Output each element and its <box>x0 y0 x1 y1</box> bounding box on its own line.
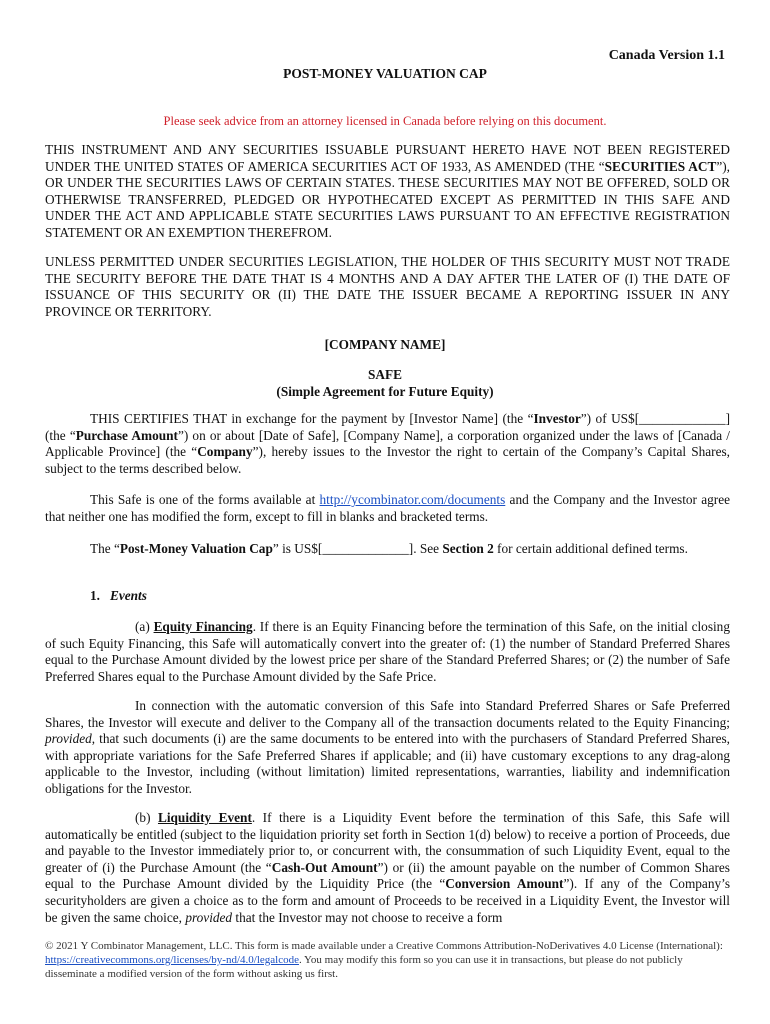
document-title: POST-MONEY VALUATION CAP <box>283 66 487 81</box>
advice-notice: Please seek advice from an attorney licensed in Canada before relying on this document. <box>163 114 607 128</box>
paragraph-text: . If there is an Equity Financing before the termination of this Safe, on the initial closing of such Equity Financing, this Safe will automatically convert into the greater of: (1) the number of Standard Preferred Shares equal to the Purchase Amount divided by the lowest price per share of the Standard Preferred Shares; or (2) the number of Safe Preferred Shares equal to the Purchase Amount divided by the Safe Price. <box>45 619 730 684</box>
copyright-footer <box>45 939 730 981</box>
safe-heading <box>0 366 770 400</box>
section-reference: Section 2 <box>442 541 494 556</box>
defined-term-cash-out: Cash-Out Amount <box>271 859 378 875</box>
italic-term: provided <box>45 731 92 747</box>
paragraph-text: In connection with the automatic conversion of this Safe into Standard Preferred Shares or Safe Preferred Shares, the Investor will execute and deliver to the Company all of the transaction documents related to the Equity Financing; <box>45 698 730 730</box>
liquidity-event-paragraph <box>45 810 730 926</box>
footer-text: . You may modify this form so you can use it in transactions, but please do not publicly disseminate a modified version of the form without asking us first. <box>45 954 683 980</box>
certifies-paragraph <box>45 411 730 477</box>
defined-term-purchase-amount: Purchase Amount <box>75 427 178 443</box>
paragraph-text: ”) on or about [Date of Safe], [Company Name], a corporation organized under the laws of [Canada / Applicable Province] (the “ <box>45 427 730 460</box>
paragraph-text: ”). If any of the Company’s securityholders are given a choice as to the form and amount of Proceeds to be received in a Liquidity Event, the Investor will be given the same choice, <box>45 876 731 925</box>
italic-term: provided <box>185 909 233 925</box>
version-label: Canada Version 1.1 <box>608 48 725 63</box>
paragraph-text: for certain additional defined terms. <box>493 541 688 556</box>
defined-term-valuation-cap: Post-Money Valuation Cap <box>119 541 273 556</box>
paragraph-text: and the Company and the Investor agree that neither one has modified the form, except to fill in blanks and bracketed terms. <box>45 492 731 524</box>
defined-term-company: Company <box>197 444 253 460</box>
paragraph-text: The “ <box>90 541 120 556</box>
paragraph-text: THIS CERTIFIES THAT in exchange for the payment by [Investor Name] (the “ <box>90 411 534 426</box>
footer-text: © 2021 Y Combinator Management, LLC. This form is made available under a Creative Commons Attribution-NoDerivatives 4.0 License (International): <box>45 940 723 952</box>
forms-paragraph <box>45 492 730 525</box>
paragraph-text: This Safe is one of the forms available at <box>90 492 320 507</box>
legend-text: ”), OR UNDER THE SECURITIES LAWS OF CERTAIN STATES. THESE SECURITIES MAY NOT BE OFFERED, SOLD OR OTHERWISE TRANSFERRED, PLEDGED OR HYPOTHECATED EXCEPT AS PERMITTED IN THIS SAFE AND UNDER THE ACT AND APPLICABLE STATE SECURITIES LAWS PURSUANT TO AN EFFECTIVE REGISTRATION STATEMENT OR AN EXEMPTION THEREFROM. <box>45 158 730 240</box>
safe-subtitle: (Simple Agreement for Future Equity) <box>276 384 494 399</box>
conversion-paragraph <box>45 698 730 798</box>
section-1-heading <box>90 588 147 604</box>
section-number: 1. <box>90 588 100 603</box>
paragraph-text: ”) or (ii) the amount payable on the number of Common Shares equal to the Purchase Amount divided by the Liquidity Price (the “ <box>45 859 730 892</box>
defined-term-conversion: Conversion Amount <box>445 876 564 892</box>
equity-financing-paragraph <box>45 619 730 685</box>
valuation-cap-paragraph <box>45 541 730 558</box>
company-name-heading: [COMPANY NAME] <box>324 337 446 352</box>
paragraph-text: , that such documents (i) are the same documents to be entered into with the purchasers of Standard Preferred Shares, with appropriate variations for the Safe Preferred Shares if applicable; and (ii) have customary exceptions to any drag-along applicable to the Investor, including (without limitation) limited representations, warranties, liability and indemnification obligations for the Investor. <box>45 731 730 796</box>
paragraph-text: . If there is a Liquidity Event before the termination of this Safe, this Safe will automatically be entitled (subject to the liquidation priority set forth in Section 1(d) below) to receive a portion of Proceeds, due and payable to the Investor immediately prior to, or concurrent with, the consummation of such Liquidity Event, equal to the greater of (i) the Purchase Amount (the “ <box>45 810 730 875</box>
clause-label: (b) <box>135 810 158 825</box>
paragraph-text: ”) of US$[_____________] (the “ <box>45 411 730 443</box>
defined-term-investor: Investor <box>533 411 581 426</box>
ycombinator-documents-link[interactable]: http://ycombinator.com/documents <box>319 492 506 507</box>
section-title: Events <box>109 588 147 603</box>
paragraph-text: that the Investor may not choose to receive a form <box>232 909 503 925</box>
securities-legend <box>45 142 730 242</box>
paragraph-text: ”), hereby issues to the Investor the right to certain of the Company’s Capital Shares, subject to the terms described below. <box>45 444 730 476</box>
clause-heading: Liquidity Event <box>157 810 252 825</box>
clause-label: (a) <box>135 619 154 634</box>
license-link[interactable]: https://creativecommons.org/licenses/by-nd/4.0/legalcode <box>45 954 299 966</box>
safe-title: SAFE <box>368 367 402 382</box>
resale-legend: UNLESS PERMITTED UNDER SECURITIES LEGISLATION, THE HOLDER OF THIS SECURITY MUST NOT TRADE THE SECURITY BEFORE THE DATE THAT IS 4 MONTHS AND A DAY AFTER THE LATER OF (I) THE DATE OF ISSUANCE OF THIS SECURITY OR (II) THE DATE THE ISSUER BECAME A REPORTING ISSUER IN ANY PROVINCE OR TERRITORY. <box>45 254 730 319</box>
paragraph-text: ” is US$[_____________]. See <box>272 541 443 556</box>
clause-heading: Equity Financing <box>153 619 253 634</box>
legend-text: THIS INSTRUMENT AND ANY SECURITIES ISSUABLE PURSUANT HERETO HAVE NOT BEEN REGISTERED UNDER THE UNITED STATES OF AMERICA SECURITIES ACT OF 1933, AS AMENDED (THE “ <box>45 142 730 174</box>
legend-defined-term: SECURITIES ACT <box>604 158 717 174</box>
